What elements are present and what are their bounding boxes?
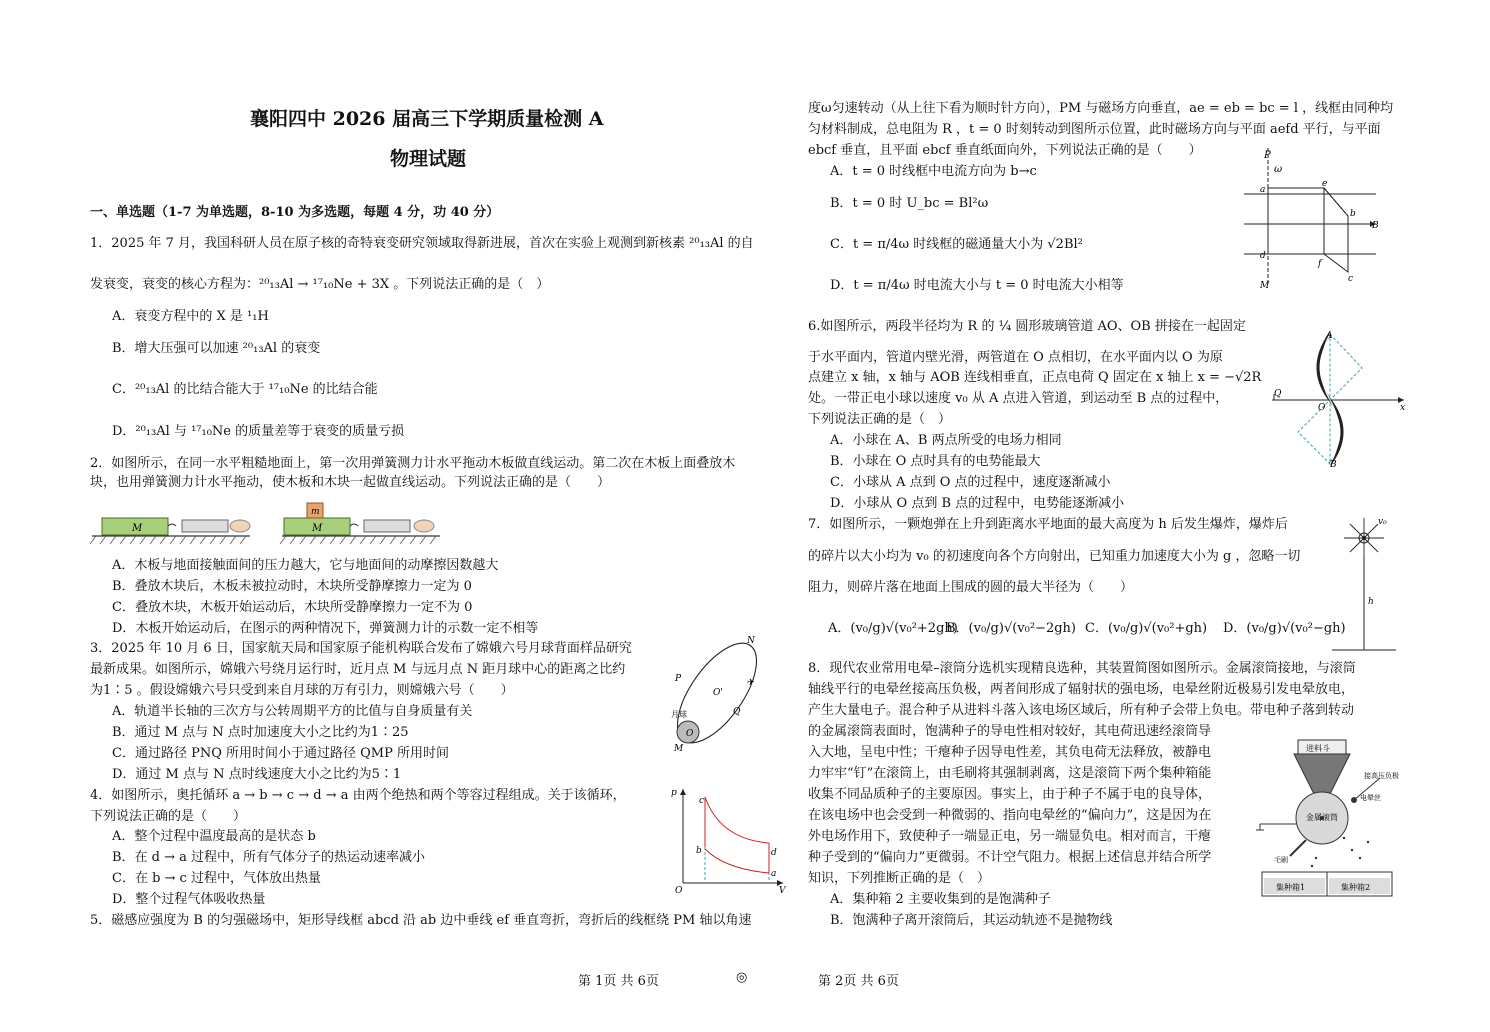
q8-hopper-funnel [1294, 754, 1350, 794]
q5-label-m: M [1260, 281, 1270, 291]
q3-orbit-figure [665, 635, 775, 755]
q1-option-c: C．²⁰₁₃Al 的比结合能大于 ¹⁷₁₀Ne 的比结合能 [112, 382, 378, 397]
q4-axis-p: p [671, 788, 677, 798]
q8-label-hv: 接高压负极 [1364, 772, 1399, 780]
q5-option-a: A．t = 0 时线框中电流方向为 b→c [830, 164, 1037, 179]
q7-label-h: h [1368, 597, 1374, 607]
q5-label-c: c [1348, 274, 1354, 284]
q8-line8: 在该电场中也会受到一种微弱的、指向电晕丝的“偏向力”，这是因为在 [808, 808, 1212, 823]
q7-line3: 阻力，则碎片落在地面上围成的圆的最大半径为（ ） [808, 580, 1134, 595]
q2-figure [90, 500, 450, 548]
q4-option-c: C．在 b → c 过程中，气体放出热量 [112, 871, 321, 886]
q3-line1: 3．2025 年 10 月 6 日，国家航天局和国家原子能机构联合发布了嫦娥六号月球背面样品研究 [90, 641, 632, 656]
q8-label-hopper: 进料斗 [1306, 744, 1330, 753]
q2-board-label-2: M [312, 523, 323, 534]
q8-option-b: B．饱满种子离开滚筒后，其运动轨迹不是抛物线 [830, 913, 1113, 928]
q2-block-label: m [311, 507, 320, 517]
q3-label-p: P [675, 674, 682, 684]
q3-label-m: M [674, 744, 684, 754]
q2-option-c: C．叠放木块，木板开始运动后，木块所受静摩擦力一定不为 0 [112, 600, 473, 615]
q6-label-o: O [1318, 403, 1326, 413]
q7-option-b: B．(v₀/g)√(v₀²−2gh) [946, 621, 1077, 636]
q7-label-v0: v₀ [1378, 517, 1387, 527]
q4-option-d: D．整个过程气体吸收热量 [112, 892, 266, 907]
q3-label-n: N [747, 636, 755, 646]
q5-line3: 匀材料制成，总电阻为 R ，t = 0 时刻转动到图所示位置，此时磁场方向与平面 aefd 平行，与平面 [808, 122, 1381, 137]
q6-label-b: B [1330, 460, 1337, 470]
q3-option-c: C．通过路径 PNQ 所用时间小于通过路径 QMP 所用时间 [112, 746, 449, 761]
q8-line9: 外电场作用下，致使种子一端显正电，另一端显负电。相对而言，干瘪 [808, 829, 1212, 844]
q8-label-box2: 集种箱2 [1341, 883, 1371, 892]
q6-label-a: A [1326, 331, 1333, 341]
q8-line5: 入大地，呈电中性；干瘪种子因导电性差，其负电荷无法释放，被静电 [808, 745, 1212, 760]
q1-option-b: B．增大压强可以加速 ²⁰₁₃Al 的衰变 [112, 341, 321, 356]
q2-option-d: D．木板开始运动后，在图示的两种情况下，弹簧测力计的示数一定不相等 [112, 621, 539, 636]
q2-spring-scale-1 [182, 520, 228, 532]
q5-label-b: b [1350, 209, 1356, 219]
q8-separator-figure [1256, 738, 1406, 898]
q2-hand-1 [230, 520, 250, 532]
q6-line1: 6.如图所示，两段半径均为 R 的 ¼ 圆形玻璃管道 AO、OB 拼接在一起固定 [808, 319, 1246, 334]
q2-spring-scale-2 [364, 520, 410, 532]
exam-title: 襄阳四中 2026 届高三下学期质量检测 A [250, 108, 604, 130]
q7-explosion-figure [1328, 512, 1400, 654]
q5-label-p: P [1264, 150, 1271, 161]
q2-line2: 块，也用弹簧测力计水平拖动，使木板和木块一起做直线运动。下列说法正确的是（ ） [90, 475, 611, 490]
q8-label-drum: 金属滚筒 [1306, 813, 1338, 822]
q8-option-a: A．集种箱 2 主要收集到的是饱满种子 [830, 892, 1051, 907]
q5-label-omega: ω [1274, 164, 1283, 175]
q5-frame-figure [1244, 146, 1394, 291]
q6-label-x: x [1400, 403, 1406, 413]
q3-label-o-prime: O' [713, 688, 723, 698]
q2-board-label-1: M [132, 523, 143, 534]
q3-label-q: Q [733, 707, 741, 717]
q2-option-b: B．叠放木块后，木板未被拉动时，木块所受静摩擦力一定为 0 [112, 579, 472, 594]
q6-option-d: D．小球从 O 点到 B 点的过程中，电势能逐渐减小 [830, 496, 1125, 511]
q3-label-o: O [686, 729, 694, 739]
q7-option-d: D．(v₀/g)√(v₀²−gh) [1223, 621, 1346, 636]
q4-option-b: B．在 d → a 过程中，所有气体分子的热运动速率减小 [112, 850, 426, 865]
q8-label-wire: 电晕丝 [1360, 794, 1381, 802]
q4-label-d: d [771, 848, 777, 858]
q8-line6: 力牢牢“钉”在滚筒上，由毛刷将其强制剥离，这是滚筒下两个集种箱能 [808, 766, 1212, 781]
q8-line2: 轴线平行的电晕丝接高压负极，两者间形成了辐射状的强电场，电晕丝附近极易引发电晕放电， [808, 682, 1355, 697]
q4-option-a: A．整个过程中温度最高的是状态 b [112, 829, 316, 844]
q5-label-f: f [1318, 259, 1322, 269]
q8-line11: 知识，下列推断正确的是（ ） [808, 871, 991, 886]
q7-option-c: C．(v₀/g)√(v₀²+gh) [1085, 621, 1208, 636]
q6-line5: 下列说法正确的是（ ） [808, 412, 952, 427]
q8-line10: 种子受到的“偏向力”更微弱。不计空气阻力。根据上述信息并结合所学 [808, 850, 1212, 865]
q3-label-moon: 月球 [671, 710, 687, 719]
q3-option-a: A．轨道半长轴的三次方与公转周期平方的比值与自身质量有关 [112, 704, 473, 719]
q6-line3: 点建立 x 轴，x 轴与 AOB 连线相垂直，正点电荷 Q 固定在 x 轴上 x = −√2R [808, 370, 1262, 385]
q4-line1: 4．如图所示，奥托循环 a → b → c → d → a 由两个绝热和两个等容过程组成。关于该循环， [90, 788, 626, 803]
q1-line2: 发衰变，衰变的核心方程为：²⁰₁₃Al → ¹⁷₁₀Ne + 3X 。下列说法正确的是（ ） [90, 277, 550, 292]
q5-line2: 度ω匀速转动（从上往下看为顺时针方向），PM 与磁场方向垂直，ae = eb = bc = l ，线框由同种均 [808, 101, 1394, 116]
q3-probe-icon: ✈ [747, 678, 755, 688]
q6-label-q: Q [1274, 389, 1282, 399]
q2-option-a: A．木板与地面接触面间的压力越大，它与地面间的动摩擦因数越大 [112, 558, 499, 573]
footer-page-right: 第 2页 共 6页 [818, 974, 899, 989]
q7-line1: 7．如图所示，一颗炮弹在上升到距离水平地面的最大高度为 h 后发生爆炸，爆炸后 [808, 517, 1288, 532]
q3-option-b: B．通过 M 点与 N 点时加速度大小之比约为1∶25 [112, 725, 409, 740]
q3-line2: 最新成果。如图所示，嫦娥六号绕月运行时，近月点 M 与远月点 N 距月球中心的距离之比约 [90, 662, 626, 677]
q3-option-d: D．通过 M 点与 N 点时线速度大小之比约为5∶1 [112, 767, 402, 782]
q6-option-a: A．小球在 A、B 两点所受的电场力相同 [830, 433, 1062, 448]
q8-line1: 8．现代农业常用电晕–滚筒分选机实现精良选种，其装置简图如图所示。金属滚筒接地，与滚筒 [808, 661, 1356, 676]
q1-option-a: A．衰变方程中的 X 是 ¹₁H [112, 309, 269, 324]
q5-label-field-b: B [1372, 221, 1379, 231]
q5-line4: ebcf 垂直，且平面 ebcf 垂直纸面向外，下列说法正确的是（ ） [808, 143, 1202, 158]
q7-line2: 的碎片以大小均为 v₀ 的初速度向各个方向射出，已知重力加速度大小为 g ，忽略一切 [808, 549, 1301, 564]
q5-line1: 5．磁感应强度为 B 的匀强磁场中，矩形导线框 abcd 沿 ab 边中垂线 ef 垂直弯折，弯折后的线框绕 PM 轴以角速 [90, 913, 752, 928]
q1-line1: 1．2025 年 7 月，我国科研人员在原子核的奇特衰变研究领域取得新进展，首次在实验上观测到新核素 ²⁰₁₃Al 的自 [90, 236, 754, 251]
q8-label-brush: 毛刷 [1274, 856, 1288, 864]
q8-label-box1: 集种箱1 [1276, 883, 1306, 892]
q3-line3: 为1∶5 。假设嫦娥六号只受到来自月球的万有引力，则嫦娥六号（ ） [90, 683, 514, 698]
q6-line2: 于水平面内，管道内壁光滑，两管道在 O 点相切，在水平面内以 O 为原 [808, 350, 1223, 365]
q1-option-d: D．²⁰₁₃Al 与 ¹⁷₁₀Ne 的质量差等于衰变的质量亏损 [112, 424, 405, 439]
q5-option-d: D．t = π/4ω 时电流大小与 t = 0 时电流大小相等 [830, 278, 1124, 293]
footer-separator: ◎ [736, 970, 748, 985]
q8-line3: 产生大量电子。混合种子从进料斗落入该电场区域后，所有种子会带上负电。带电种子落到转动 [808, 703, 1355, 718]
q6-option-c: C．小球从 A 点到 O 点的过程中，速度逐渐减小 [830, 475, 1111, 490]
q4-label-a: a [771, 869, 777, 879]
q5-option-c: C．t = π/4ω 时线框的磁通量大小为 √2Bl² [830, 237, 1083, 252]
q4-label-b: b [696, 846, 702, 856]
q5-label-e: e [1322, 179, 1328, 189]
q4-line2: 下列说法正确的是（ ） [90, 809, 247, 824]
q8-line7: 收集不同品质种子的主要原因。事实上，由于种子不属于电的良导体， [808, 787, 1212, 802]
section-heading: 一、单选题（1-7 为单选题，8-10 为多选题，每题 4 分，功 40 分） [90, 205, 500, 220]
q4-origin: O [675, 886, 683, 896]
q4-label-c: c [699, 796, 705, 806]
footer-page-left: 第 1页 共 6页 [578, 974, 659, 989]
q2-line1: 2．如图所示，在同一水平粗糙地面上，第一次用弹簧测力计水平拖动木板做直线运动。第二次在木板上面叠放木 [90, 456, 736, 471]
q6-option-b: B．小球在 O 点时具有的电势能最大 [830, 454, 1041, 469]
q5-label-a: a [1260, 185, 1266, 195]
q8-line4: 的金属滚筒表面时，饱满种子的导电性相对较好，其电荷迅速经滚筒导 [808, 724, 1212, 739]
q4-pv-diagram [671, 787, 786, 896]
exam-subtitle: 物理试题 [390, 148, 467, 170]
q5-option-b: B．t = 0 时 U_bc = Bl²ω [830, 196, 989, 211]
q5-label-d: d [1260, 251, 1266, 261]
q6-line4: 处。一带正电小球以速度 v₀ 从 A 点进入管道，到运动至 B 点的过程中， [808, 391, 1229, 406]
q2-hand-2 [414, 520, 434, 532]
q4-axis-v: V [779, 886, 786, 896]
q6-pipe-figure [1268, 328, 1408, 470]
q7-option-a: A．(v₀/g)√(v₀²+2gh) [828, 621, 958, 636]
